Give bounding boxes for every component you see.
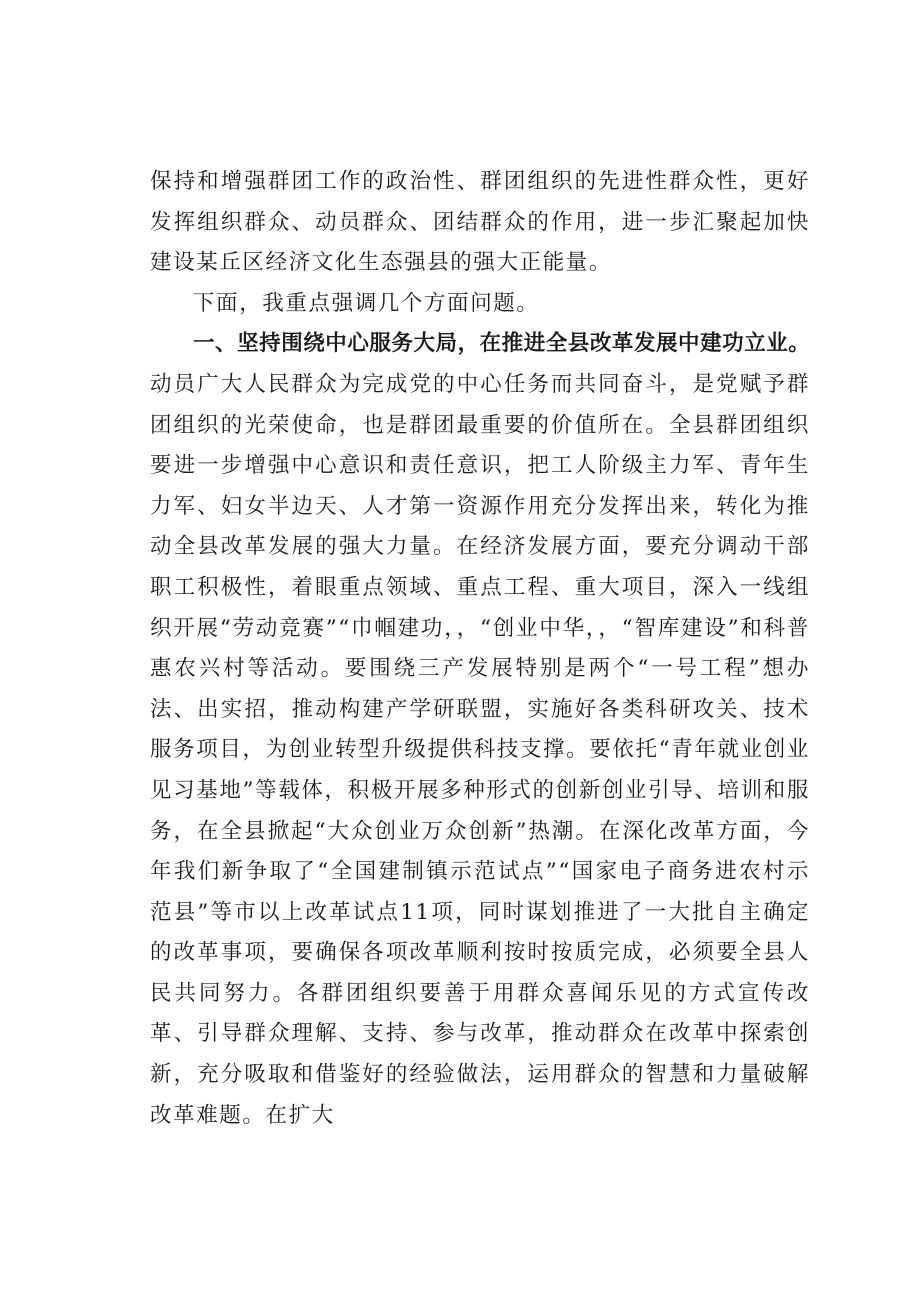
paragraph-intro: 下面，我重点强调几个方面问题。	[193, 290, 540, 316]
section-heading: 一、坚持围绕中心服务大局，在推进全县改革发展中建功立业。	[193, 331, 810, 357]
document-body	[150, 162, 810, 1136]
paragraph-continuation: 保持和增强群团工作的政治性、群团组织的先进性群众性，更好发挥组织群众、动员群众、团结群众的作用，进一步汇聚起加快建设某丘区经济文化生态强县的强大正能量。	[150, 169, 810, 276]
paragraph-section-one	[150, 324, 810, 1136]
section-body-text: 动员广大人民群众为完成党的中心任务而共同奋斗，是党赋予群团组织的光荣使命，也是群团最重要的价值所在。全县群团组织要进一步增强中心意识和责任意识，把工人阶级主力军、青年生力军、妇女半边天、人才第一资源作用充分发挥出来，转化为推动全县改革发展的强大力量。在经济发展方面，要充分调动干部职工积极性，着眼重点领域、重点工程、重大项目，深入一线组织开展“劳动竞赛”“巾帼建功，，“创业中华，，“智库建设”和科普惠农兴村等活动。要围绕三产发展特别是两个“一号工程”想办法、出实招，推动构建产学研联盟，实施好各类科研攻关、技术服务项目，为创业转型升级提供科技支撑。要依托“青年就业创业见习基地”等载体，积极开展多种形式的创新创业引导、培训和服务，在全县掀起“大众创业万众创新”热潮。在深化改革方面，今年我们新争取了“全国建制镇示范试点”“国家电子商务进农村示范县”等市以上改革试点11项，同时谋划推进了一大批自主确定的改革事项，要确保各项改革顺利按时按质完成，必须要全县人民共同努力。各群团组织要善于用群众喜闻乐见的方式宣传改革、引导群众理解、支持、参与改革，推动群众在改革中探索创新，充分吸取和借鉴好的经验做法，运用群众的智慧和力量破解改革难题。在扩大	[150, 371, 810, 1128]
